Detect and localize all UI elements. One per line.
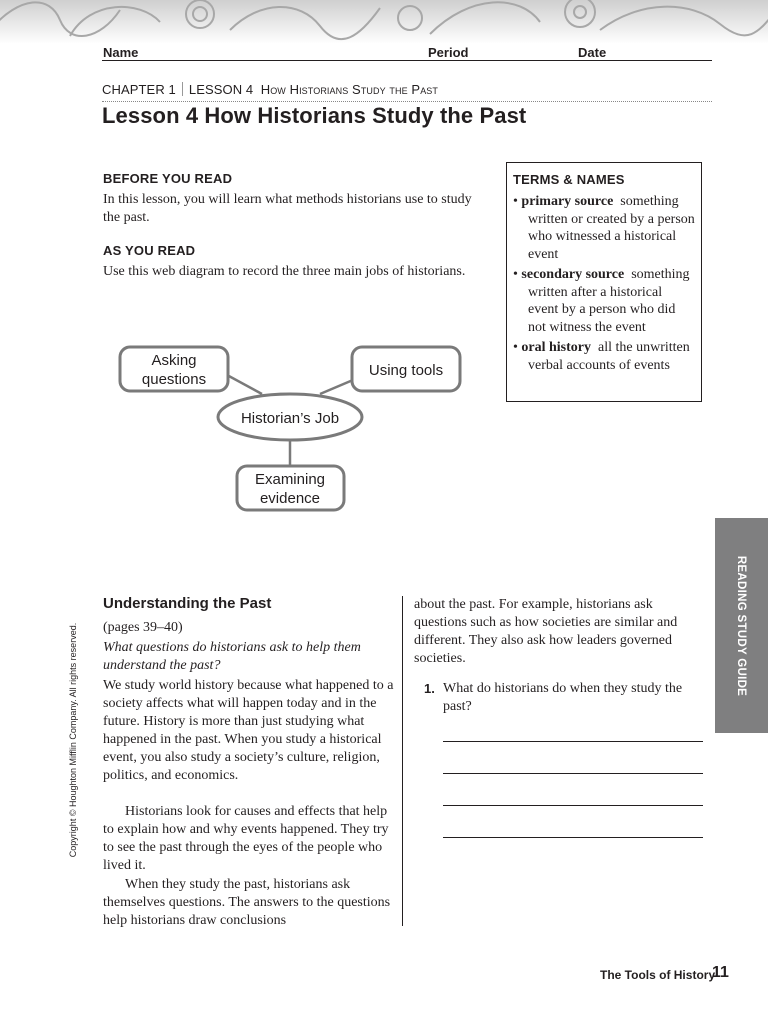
side-tab-label: READING STUDY GUIDE <box>735 555 747 697</box>
answer-line[interactable] <box>443 837 703 838</box>
before-you-read-text: In this lesson, you will learn what methods historians use to study the past. <box>103 192 472 225</box>
copyright-notice: Copyright © Houghton Mifflin Company. All rights reserved. <box>68 622 78 858</box>
lesson-title-label: How Historians Study the Past <box>260 82 439 97</box>
term-name: primary source <box>521 194 614 209</box>
node-label-historians-job: Historian’s Job <box>240 410 340 427</box>
section-heading: Understanding the Past <box>103 595 272 612</box>
breadcrumb <box>102 82 438 97</box>
date-label: Date <box>578 45 607 60</box>
term-definition: all the unwritten verbal accounts of events <box>528 340 690 373</box>
node-label-evidence: evidence <box>259 490 321 507</box>
term-name: oral history <box>521 340 592 355</box>
term-item: • oral history all the unwritten verbal accounts of events <box>513 340 690 373</box>
paragraph-4: about the past. For example, historians ask questions such as how societies are similar and different. They also ask how leaders governed societies. <box>414 597 678 666</box>
terms-list <box>513 193 695 374</box>
paragraph-3: When they study the past, historians ask themselves questions. The answers to the questions help historians draw conclusions <box>103 877 391 928</box>
web-diagram <box>110 340 470 520</box>
page-number: 11 <box>712 964 729 981</box>
footer-book-title: The Tools of History <box>600 968 716 982</box>
term-definition: something written or created by a person who witnessed a historical event <box>528 194 695 262</box>
name-label: Name <box>103 45 139 60</box>
term-item: • primary source something written or created by a person who witnessed a historical event <box>513 194 695 262</box>
terms-heading: TERMS & NAMES <box>513 172 625 187</box>
side-tab <box>715 518 768 733</box>
decorative-banner <box>0 0 768 44</box>
node-label-using-tools: Using tools <box>368 362 444 379</box>
connector-line <box>320 380 353 394</box>
answer-line[interactable] <box>443 741 703 742</box>
paragraph-2: Historians look for causes and effects that help to explain how and why events happened. They try to see the past through the eyes of the people who lived it. <box>103 804 389 873</box>
node-label-questions: questions <box>141 371 207 388</box>
lesson-label: LESSON 4 <box>188 82 254 97</box>
question-text: What do historians do when they study the past? <box>443 681 683 714</box>
section-pages: (pages 39–40) <box>103 620 183 635</box>
breadcrumb-divider <box>182 82 183 96</box>
node-label-asking: Asking <box>151 352 197 369</box>
chapter-label: CHAPTER 1 <box>102 82 176 97</box>
question-number: 1. <box>424 681 435 696</box>
page-title: Lesson 4 How Historians Study the Past <box>102 103 527 128</box>
breadcrumb-rule <box>102 101 712 102</box>
node-label-examining: Examining <box>254 471 326 488</box>
term-definition: something written after a historical event by a person who did not witness the event <box>528 267 690 335</box>
answer-line[interactable] <box>443 805 703 806</box>
as-you-read-heading: AS YOU READ <box>103 243 196 258</box>
column-divider <box>402 596 403 926</box>
section-question: What questions do historians ask to help them understand the past? <box>103 640 361 673</box>
period-label: Period <box>428 45 469 60</box>
term-name: secondary source <box>521 267 625 282</box>
term-item: • secondary source something written after a historical event by a person who did not witness the event <box>513 267 690 335</box>
before-you-read-heading: BEFORE YOU READ <box>103 171 233 186</box>
terms-and-names-box <box>506 162 702 402</box>
answer-line[interactable] <box>443 773 703 774</box>
connector-line <box>227 375 262 394</box>
as-you-read-text: Use this web diagram to record the three main jobs of historians. <box>103 264 466 279</box>
paragraph-1: We study world history because what happened to a society affects what will happen today and in the future. History is more than just studying what happened in the past. When you study a historical event, you also study a society’s culture, religion, politics, and economics. <box>103 678 394 783</box>
header-rule <box>102 60 712 61</box>
